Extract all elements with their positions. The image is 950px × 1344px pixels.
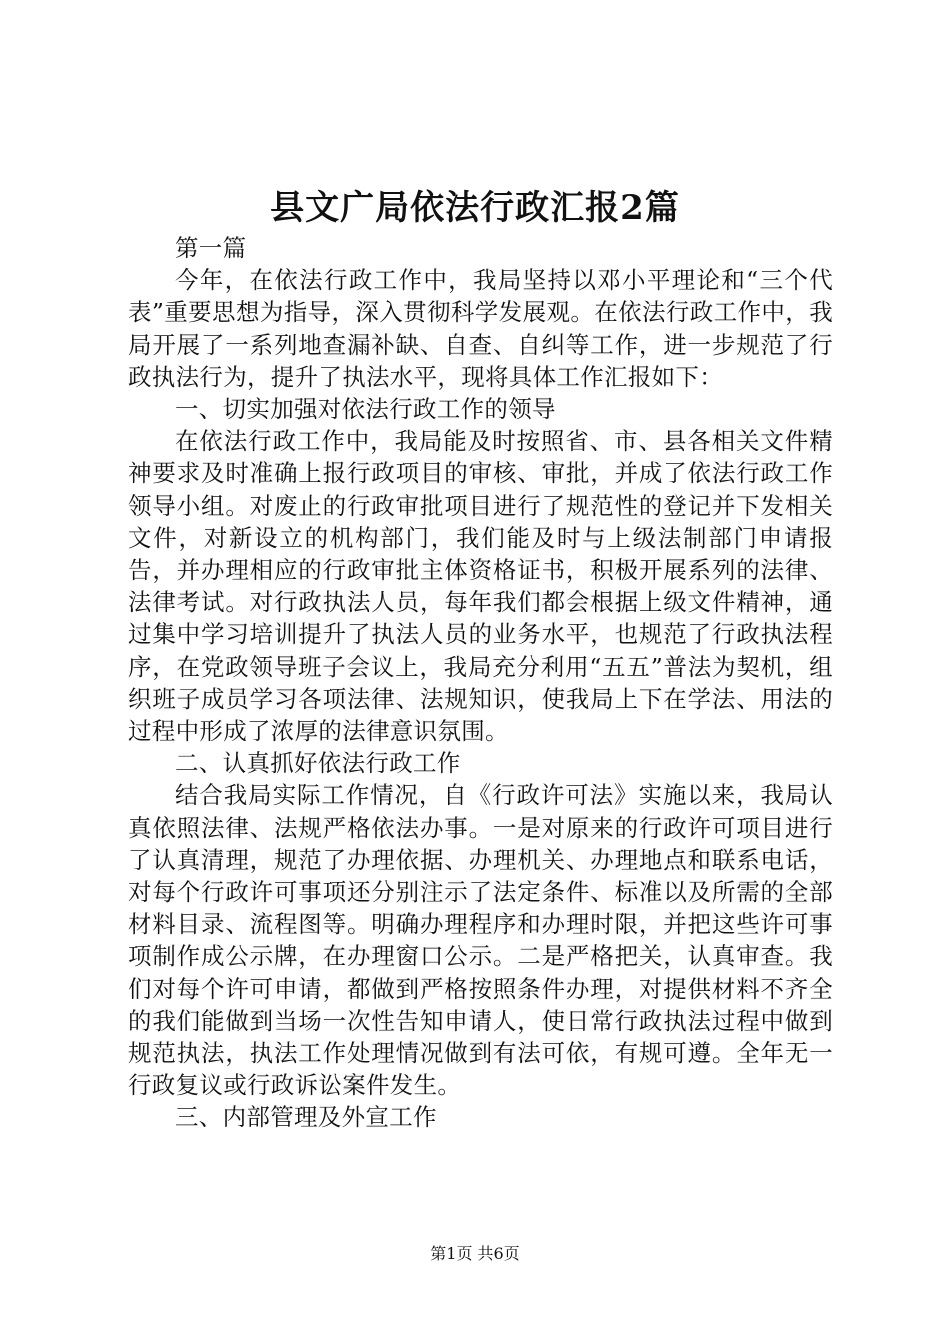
section-heading-2: 二、认真抓好依法行政工作 (175, 749, 461, 778)
intro-paragraph: 今年，在依法行政工作中，我局坚持以邓小平理论和“三个代表”重要思想为指导，深入贯彻科学发展观。在依法行政工作中，我局开展了一系列地查漏补缺、自查、自纠等工作，进一步规范了行政执法行为，提升了执法水平，现将具体工作汇报如下： (128, 266, 833, 391)
body-paragraph-2: 结合我局实际工作情况，自《行政许可法》实施以来，我局认真依照法律、法规严格依法办事。一是对原来的行政许可项目进行了认真清理，规范了办理依据、办理机关、办理地点和联系电话，对每个行政许可事项还分别注示了法定条件、标准以及所需的全部材料目录、流程图等。明确办理程序和办理时限，并把这些许可事项制作成公示牌，在办理窗口公示。二是严格把关，认真审查。我们对每个许可申请，都做到严格按照条件办理，对提供材料不齐全的我们能做到当场一次性告知申请人，使日常行政执法过程中做到规范执法，执法工作处理情况做到有法可依，有规可遵。全年无一行政复议或行政诉讼案件发生。 (128, 781, 833, 1100)
document-body (128, 232, 833, 1134)
section-heading-3: 三、内部管理及外宣工作 (175, 1103, 437, 1132)
section-label: 第一篇 (175, 234, 247, 262)
body-paragraph-1: 在依法行政工作中，我局能及时按照省、市、县各相关文件精神要求及时准确上报行政项目的审核、审批，并成了依法行政工作领导小组。对废止的行政审批项目进行了规范性的登记并下发相关文件，对新设立的机构部门，我们能及时与上级法制部门申请报告，并办理相应的行政审批主体资格证书，积极开展系列的法律、法律考试。对行政执法人员，每年我们都会根据上级文件精神，通过集中学习培训提升了执法人员的业务水平，也规范了行政执法程序，在党政领导班子会议上，我局充分利用“五五”普法为契机，组织班子成员学习各项法律、法规知识，使我局上下在学法、用法的过程中形成了浓厚的法律意识氛围。 (128, 427, 833, 746)
section-heading-1: 一、切实加强对依法行政工作的领导 (175, 395, 556, 424)
document-title: 县文广局依法行政汇报2篇 (270, 188, 680, 228)
page-number: 第1页 共6页 (430, 1244, 520, 1263)
